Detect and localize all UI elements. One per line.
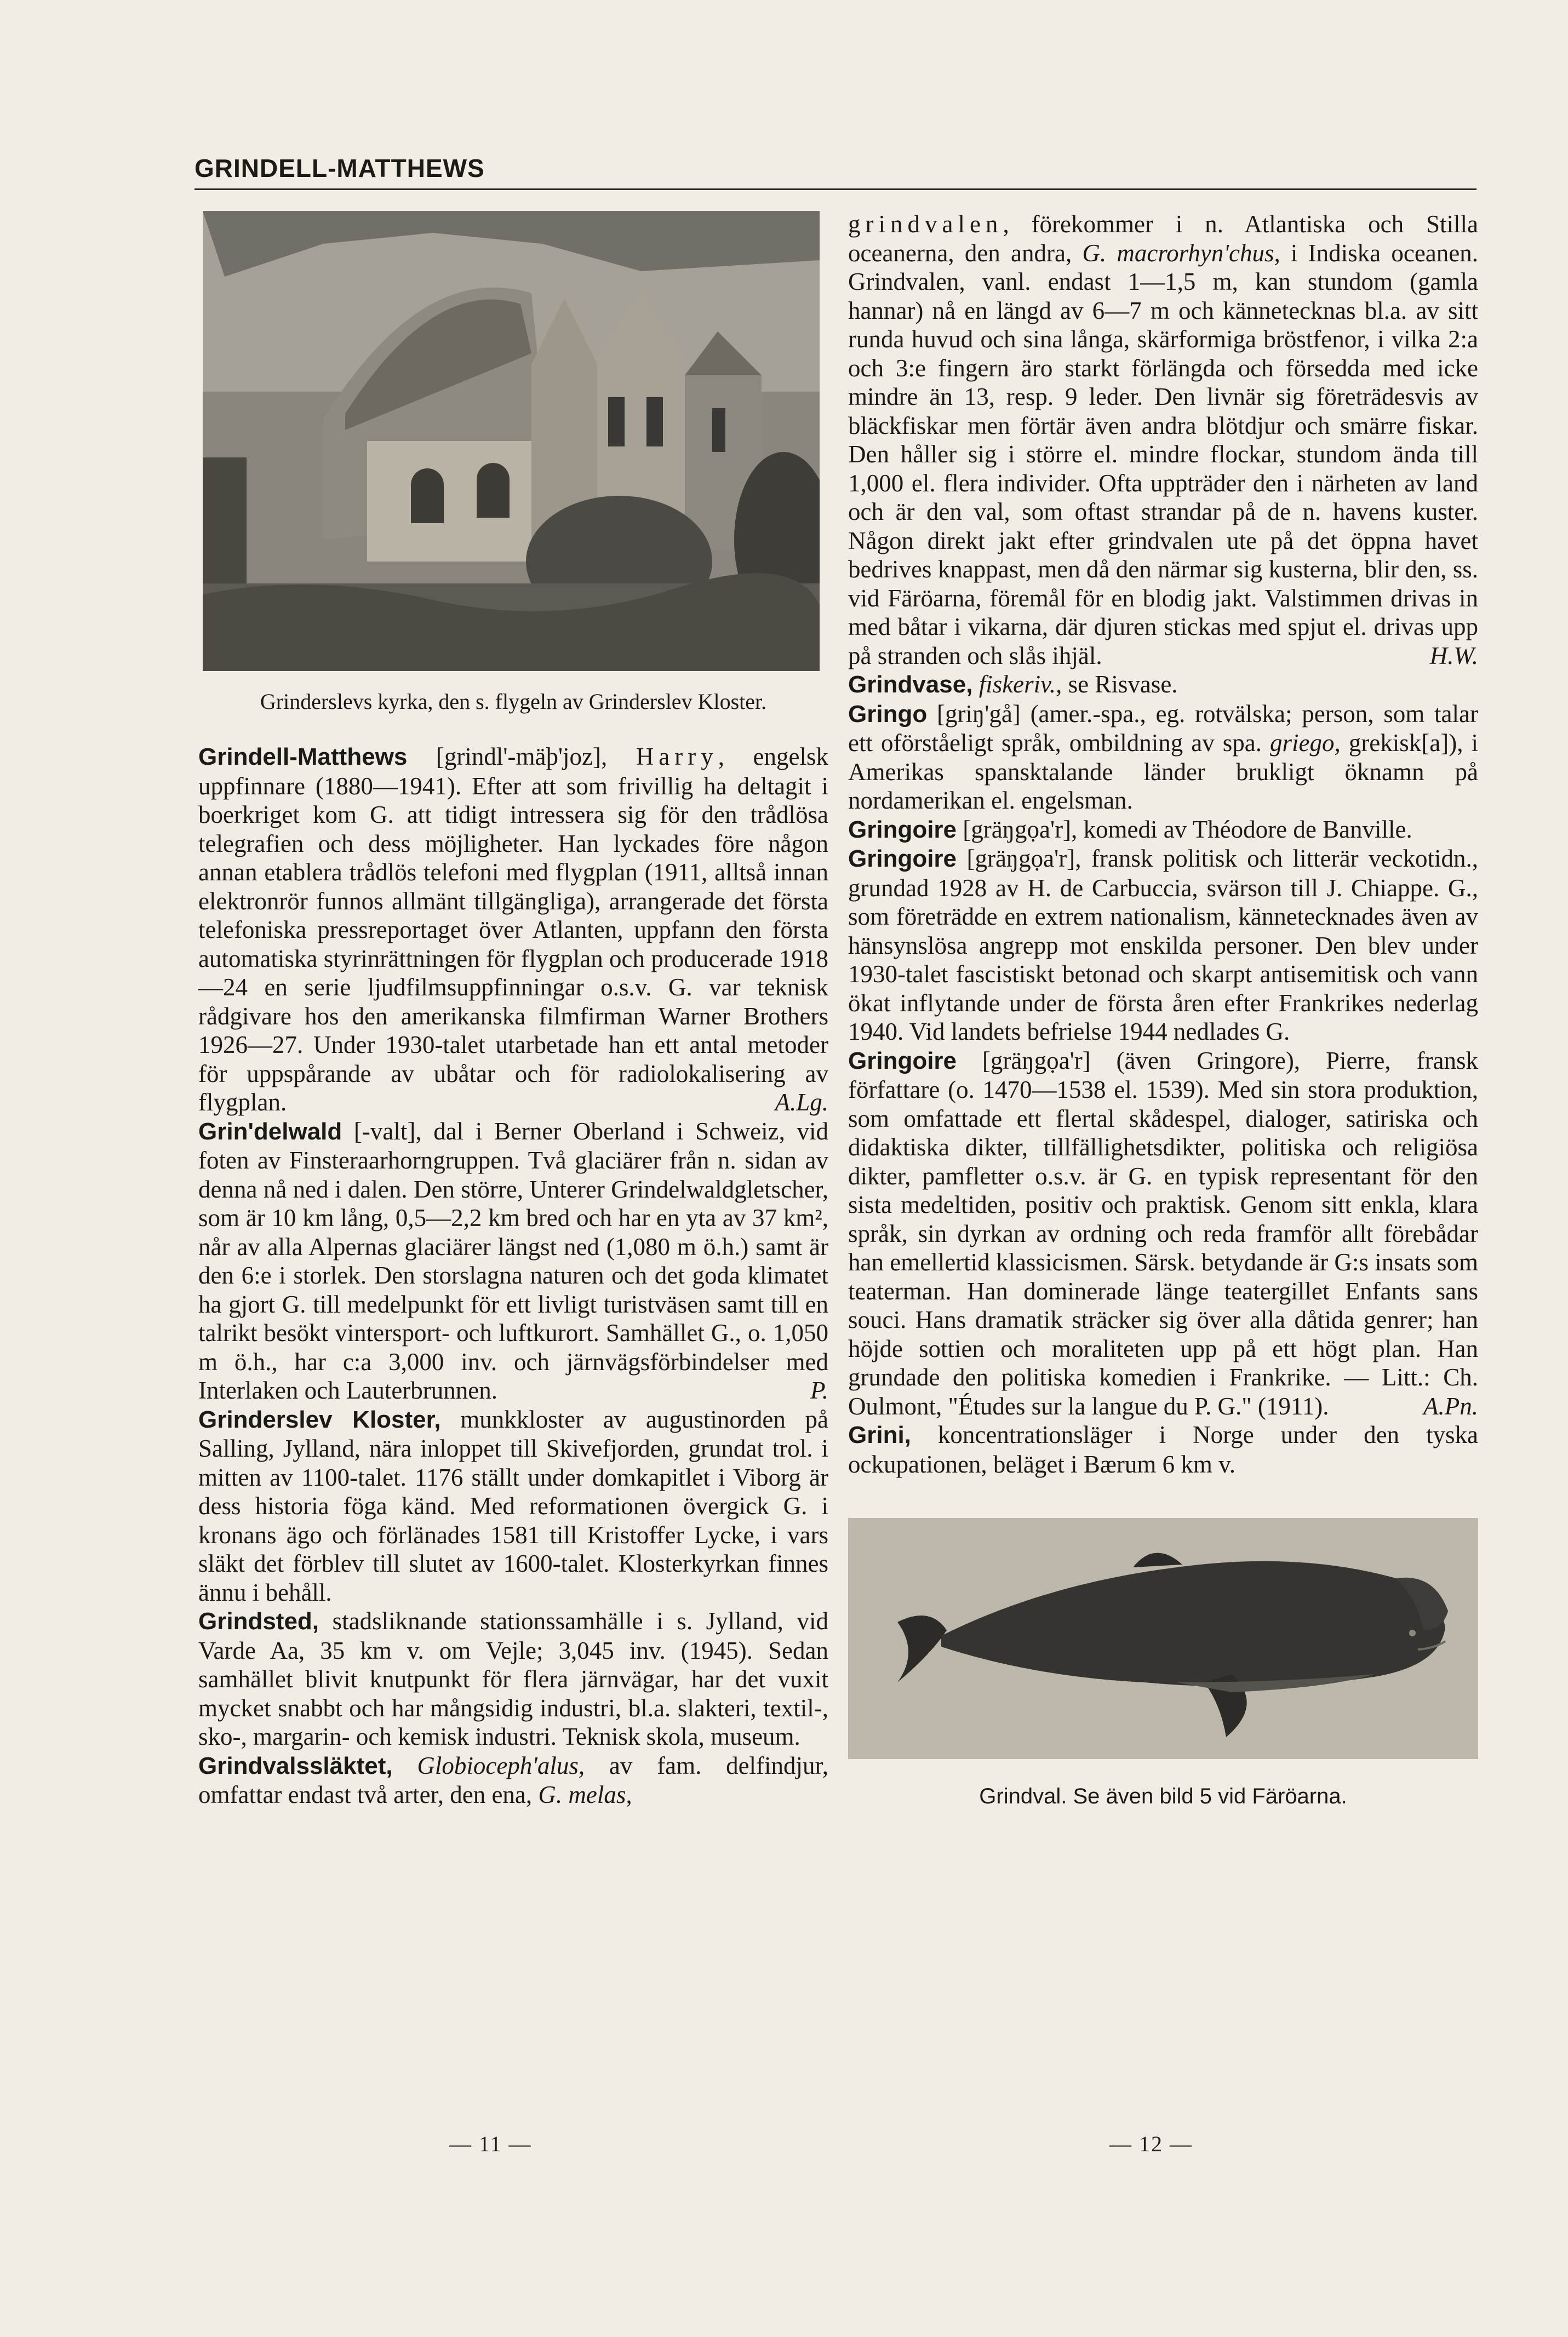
entry-text: , engelsk uppfinnare (1880—1941). Efter att som frivillig ha deltagit i boerkriget kom G. att tidigt intressera sig för den trådlösa telegrafien och dess möjligheter. Han lyckades före någon annan etablera trådlös telefoni med flygplan (1911, alltså innan elektronrör funnos allmänt tillgängliga), arrangerade det första telefoniska pressreportaget över Atlanten, uppfann den första automatiska styrinrättningen för flygplan och producerade 1918—24 en serie ljudfilmsuppfinningar o.s.v. G. var teknisk rådgivare hos den amerikanska filmfirman Warner Brothers 1926—27. Under 1930-talet utarbetade han ett antal metoder för uppspårande av ubåtar och för radiolokalisering av flygplan. xyxy=(198,743,828,1116)
latin-name: Globioceph'alus, xyxy=(392,1751,585,1779)
running-head: GRINDELL-MATTHEWS xyxy=(194,154,485,182)
headword: Gringo xyxy=(848,700,928,728)
entry-text: [griŋ'gå] (amer.-spa., eg. rotvälska; person, som talar ett oförståeligt språk, ombildning av spa. xyxy=(848,700,1478,757)
latin-species: G. macrorhyn'chus, xyxy=(1082,239,1280,267)
entry-grindsted xyxy=(198,1607,828,1751)
entry-text: av fam. delfindjur, omfattar endast två arter, den ena, xyxy=(198,1751,828,1808)
entry-grindvalssläktet xyxy=(198,1751,828,1809)
entry-text: se Risvase. xyxy=(1062,671,1178,698)
signature: A.Lg. xyxy=(775,1089,828,1116)
church-caption: Grinderslevs kyrka, den s. flygeln av Grinderslev Kloster. xyxy=(260,689,767,714)
entry-gringoire-pierre xyxy=(848,1046,1478,1421)
pronunciation: [grindl'-mäþ'joz], xyxy=(407,743,636,770)
entry-text: [gräŋgọa'r], fransk politisk och litterär veckotidn., grundad 1928 av H. de Carbuccia, svärson till J. Chiappe. G., som företrädde en extrem nationalism, kännetecknades även av hänsynslösa angrepp mot enskilda personer. Den blev under 1930-talet fascistiskt betonad och skarpt antisemitisk och vann ökat inflytande under de första åren efter Frankrikes nederlag 1940. Vid landets befrielse 1944 nedlades G. xyxy=(848,845,1478,1045)
headword: Grin'delwald xyxy=(198,1118,342,1145)
entry-grindvalen-continued xyxy=(848,210,1478,670)
headword: Grindvase, xyxy=(848,671,973,698)
given-name: Harry xyxy=(636,743,718,770)
page-number-right: — 12 — xyxy=(1109,2132,1193,2156)
headword: Grinderslev Kloster, xyxy=(198,1406,441,1433)
latin-species: G. melas, xyxy=(538,1781,632,1808)
entry-gringoire-newspaper xyxy=(848,844,1478,1046)
entry-text: [gräŋgọa'r] (även Gringore), Pierre, fransk författare (o. 1470—1538 el. 1539). Med sin stora produktion, som omfattade ett flertal skådespel, dialoger, satiriska och didaktiska dikter, tillfällighetsdikter, politiska och religiösa dikter, pamfletter o.s.v. är G. en typisk representant för den sista medeltiden, positiv och praktisk. Genom sitt enkla, klara språk, sin dyrkan av ordning och reda framför allt förebådar han emellertid klassicismen. Särsk. betydande är G:s insats som teaterman. Han dominerade länge teatergillet Enfants sans souci. Hans dramatik sträcker sig över alla dåtida genrer; han höjde sottien och moraliteten upp på ett högt plan. Han grundade den politiska komedien i Frankrike. — Litt.: Ch. Oulmont, "Études sur la langue du P. G." (1911). xyxy=(848,1046,1478,1420)
signature: H.W. xyxy=(1429,641,1478,669)
signature: A.Pn. xyxy=(1423,1392,1478,1420)
whale-picture xyxy=(848,1518,1478,1759)
headword: Grindell-Matthews xyxy=(198,743,408,770)
spanish-word: griego, xyxy=(1270,729,1341,757)
entry-gringoire-comedy xyxy=(848,815,1478,845)
entry-text: , förekommer i n. Atlantiska och Stilla oceanerna, den andra, xyxy=(848,210,1478,267)
left-column xyxy=(198,211,828,1809)
headword: Gringoire xyxy=(848,816,957,843)
headword: Gringoire xyxy=(848,845,957,872)
entry-text: [gräŋgọa'r], komedi av Théodore de Banville. xyxy=(957,815,1412,843)
headword: Gringoire xyxy=(848,1047,957,1074)
entry-grindell-matthews xyxy=(198,742,828,1117)
entry-text-cont: i Indiska oceanen. Grindvalen, vanl. endast 1—1,5 m, kan stundom (gamla hannar) nå en längd av 6—7 m och kännetecknas bl.a. av sitt runda huvud och sina långa, skärformiga bröstfenor, i vilka 2:a och 3:e fingern äro starkt förlängda och försedda med icke mindre än 13, resp. 9 leder. Den livnär sig företrädesvis av bläckfiskar men förtär även andra blötdjur och smärre fiskar. Den håller sig i större el. mindre flockar, stundom ända till 1,000 el. flera individer. Ofta uppträder den i närheten av land och är den val, som oftast strandar på de n. havens kuster. Någon direkt jakt efter grindvalen ute på det öppna havet bedrives knappast, men då den närmar sig kusterna, blir den, ss. vid Färöarna, föremål för en blodig jakt. Valstimmen drivas in med båtar i vikarna, där djuren stickas med spjut el. drivas upp på stranden och slås ihjäl. xyxy=(848,239,1478,669)
headword: Grindvalssläktet, xyxy=(198,1752,393,1779)
headword: Grindsted, xyxy=(198,1608,319,1635)
signature: P. xyxy=(810,1377,828,1404)
entry-grindvase xyxy=(848,670,1478,700)
right-column xyxy=(848,210,1478,1811)
page-header xyxy=(194,153,1477,190)
church-illustration xyxy=(203,211,820,671)
entry-grindelwald xyxy=(198,1117,828,1405)
church-photo xyxy=(203,211,820,671)
entry-text-cont: grekisk[a]), i Amerikas spansktalande länder brukligt öknamn på nordamerikan el. engelsman. xyxy=(848,729,1479,814)
pilot-whale-illustration xyxy=(848,1518,1478,1759)
field-label: fiskeriv., xyxy=(972,671,1062,698)
entry-grini xyxy=(848,1420,1478,1479)
page-number-left: — 11 — xyxy=(449,2132,532,2156)
whale-caption: Grindval. Se även bild 5 vid Färöarna. xyxy=(979,1784,1347,1808)
headword: Grini, xyxy=(848,1422,911,1448)
church-figure xyxy=(198,211,828,715)
entry-text: [-valt], dal i Berner Oberland i Schweiz, vid foten av Finsteraarhorngruppen. Två glaciärer från n. sidan av denna nå ned i dalen. Den större, Unterer Grindelwaldgletscher, som är 10 km lång, 0,5—2,2 km bred och har en yta av 37 km², når av alla Alpernas glaciärer längst ned (1,080 m ö.h.) samt är den 6:e i storlek. Den storslagna naturen och det goda klimatet ha gjort G. till medelpunkt för ett livligt turistväsen samt till en talrikt besökt vintersport- och luftkurort. Samhället G., o. 1,050 m ö.h., har c:a 3,000 inv. och järnvägsförbindelser med Interlaken och Lauterbrunnen. xyxy=(198,1117,828,1404)
whale-figure xyxy=(848,1518,1478,1811)
lead-word: grindvalen xyxy=(848,210,1003,238)
entry-grinderslev-kloster xyxy=(198,1405,828,1607)
entry-text: munkkloster av augustinorden på Salling, Jylland, nära inloppet till Skivefjorden, grundat trol. i mitten av 1100-talet. 1176 ställt under domkapitlet i Viborg är dess historia föga känd. Med reformationen övergick G. i kronans ägo och förlänades 1581 till Kristoffer Lycke, i vars släkt det förblev till slutet av 1600-talet. Klosterkyrkan finnes ännu i behåll. xyxy=(198,1405,828,1606)
entry-text: koncentrationsläger i Norge under den tyska ockupationen, beläget i Bærum 6 km v. xyxy=(848,1421,1478,1478)
entry-text: stadsliknande stationssamhälle i s. Jylland, vid Varde Aa, 35 km v. om Vejle; 3,045 inv. (1945). Sedan samhället blivit knutpunkt för flera järnvägar, har det vuxit mycket snabbt och har mångsidig industri, bl.a. slakteri, textil-, sko-, margarin- och kemisk industri. Teknisk skola, museum. xyxy=(198,1607,828,1750)
entry-gringo xyxy=(848,700,1478,815)
